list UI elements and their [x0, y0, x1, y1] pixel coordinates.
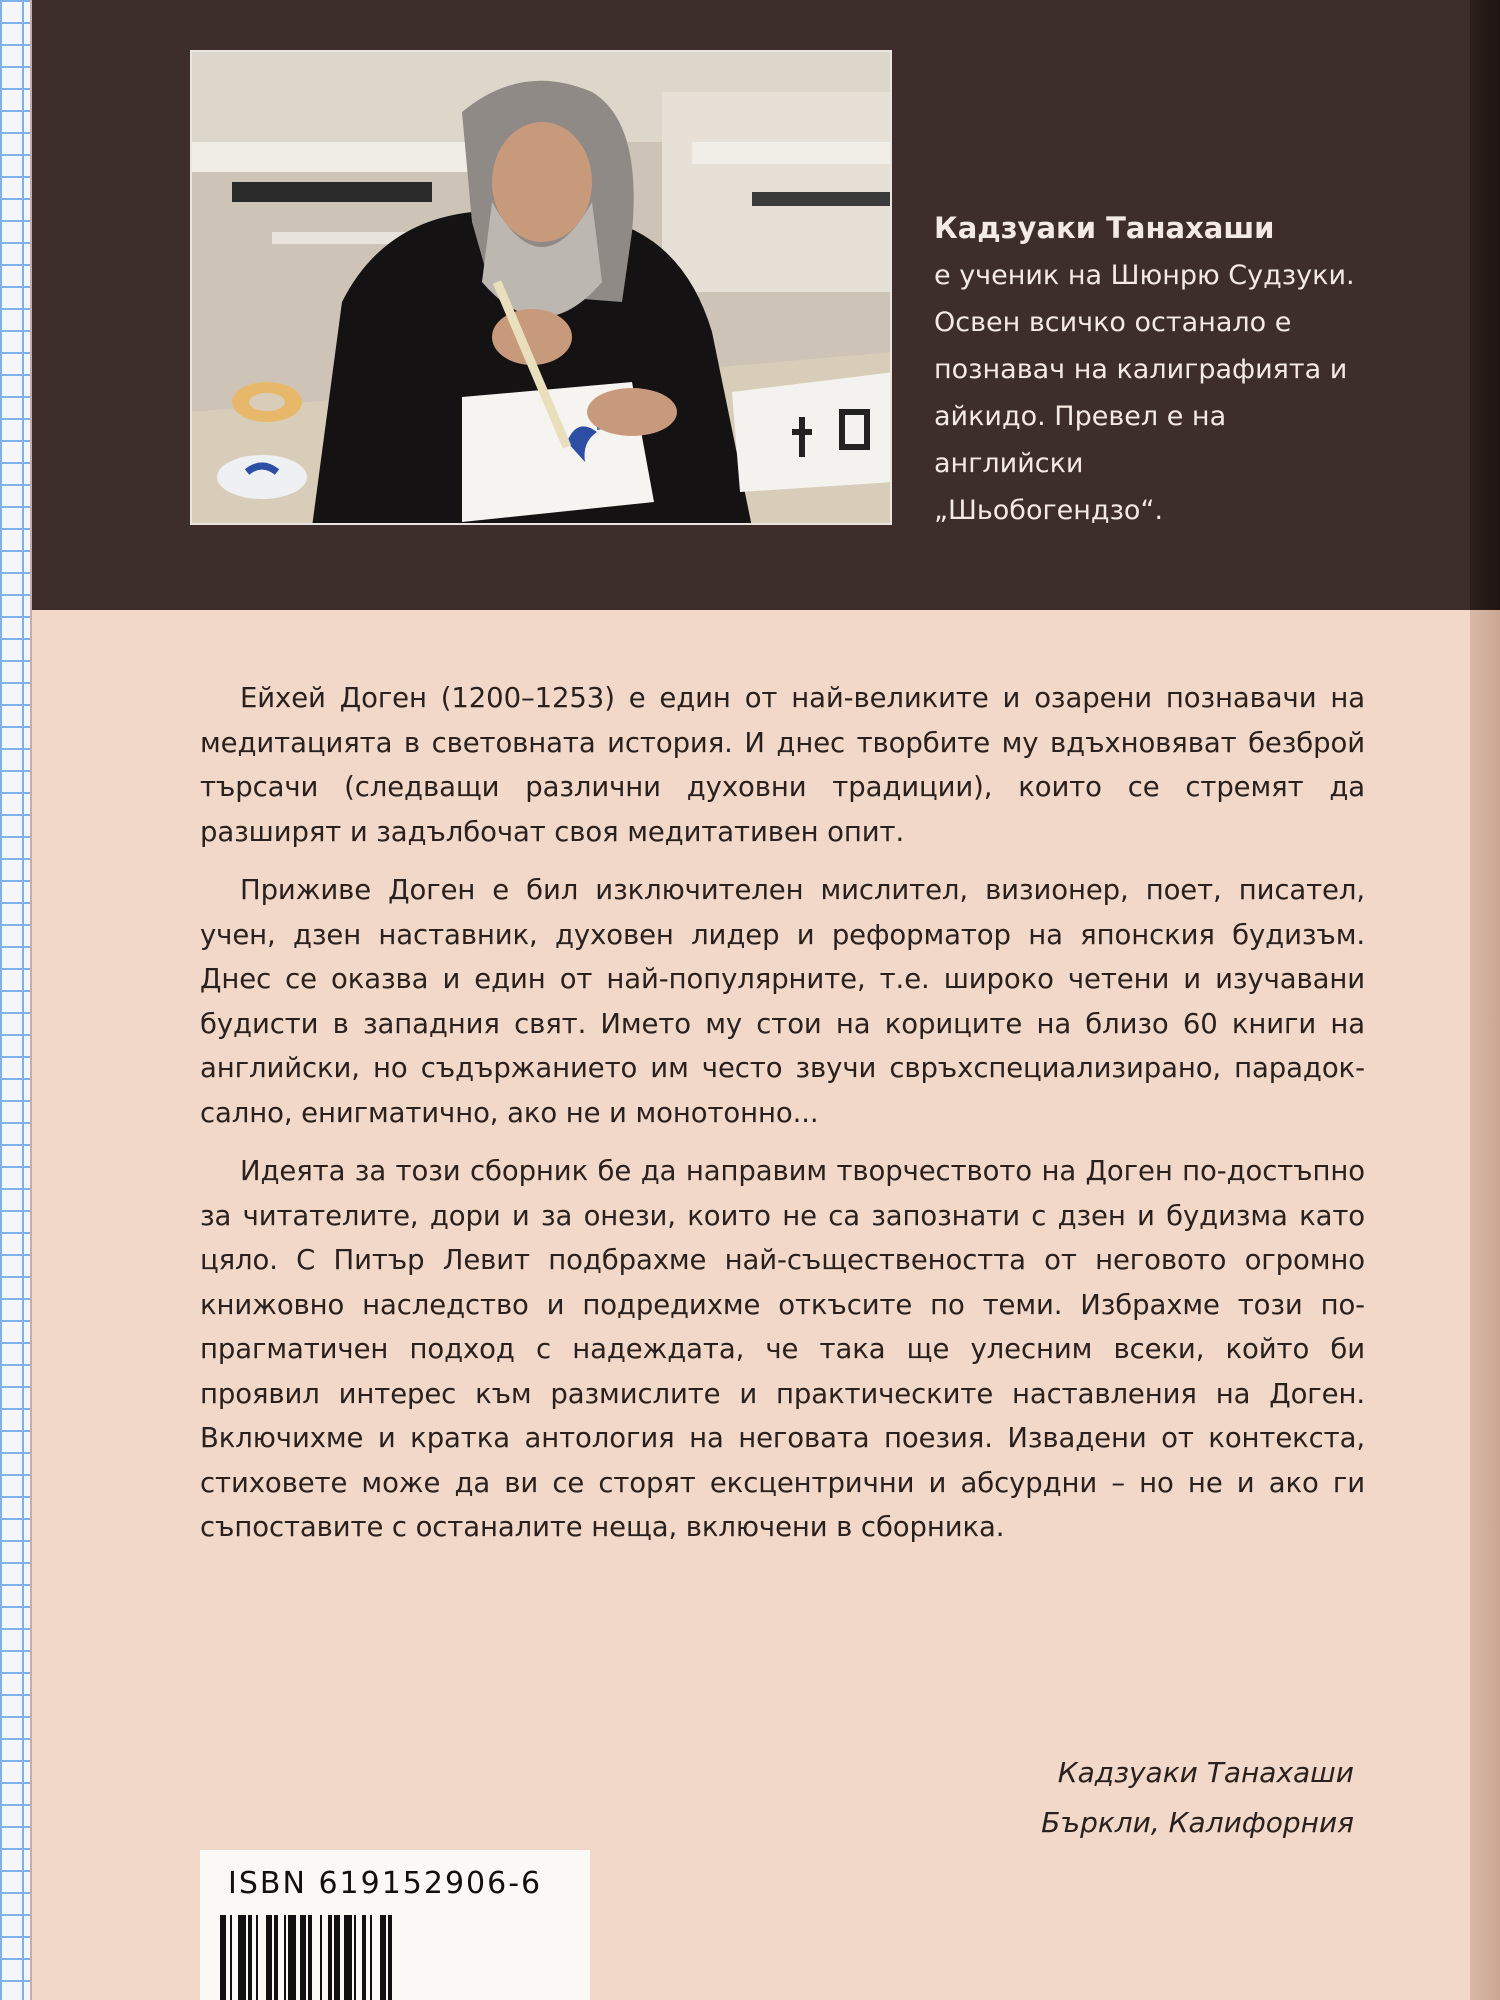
paragraph-purpose: Идеята за този сборник бе да направим творчеството на Доген по-достъпно за читателите, дори и за онези, които не са запознати с дзен и будизма като цяло. С Питър Левит подбрахме най-съществеността от неговото огромно книжовно наследство и подредихме откъсите по теми. Избрахме този по-прагматичен подход с надеждата, че така ще улесним всеки, който би проявил интерес към размислите и практическите наставления на Доген. Включихме и кратка антология на неговата поезия. Извадени от контекста, стиховете може да ви се сторят ексцентрични и абсурдни – но не и ако ги съпоставите с останалите неща, включени в сборника. — [200, 1155, 1365, 1543]
barcode-label — [200, 1850, 590, 2000]
barcode-gap — [392, 1915, 398, 2000]
bio-line: познавач на калиграфията и — [934, 354, 1348, 385]
bio-line: Освен всичко останало е — [934, 307, 1292, 338]
grid-paper-background — [0, 0, 30, 2000]
barcode-gap — [312, 1915, 320, 2000]
paragraph-intro: Ейхей Доген (1200–1253) е един от най-великите и озарени познавачи на медитацията в световната история. И днес творбите му вдъхновяват безброй търсачи (следващи различни духовни традиции), които се стремят да разширят и задълбочат своя медитативен опит. — [200, 682, 1365, 848]
barcode-gap — [372, 1915, 380, 2000]
barcode-icon — [220, 1915, 570, 2000]
book-back-cover — [30, 0, 1500, 2000]
author-bio — [934, 205, 1374, 534]
signature-place: Бъркли, Калифорния — [1041, 1806, 1354, 1839]
bio-line: айкидо. Превел е на английски — [934, 401, 1227, 479]
cover-edge-light — [1470, 610, 1500, 2000]
barcode-bar — [344, 1915, 352, 2000]
isbn-number: ISBN 619152906-6 — [228, 1866, 543, 1901]
barcode-bar — [288, 1915, 296, 2000]
bio-line: „Шьобогендзо“. — [934, 495, 1164, 526]
bio-line: е ученик на Шюнрю Судзуки. — [934, 260, 1355, 291]
bio-author-name: Кадзуаки Танахаши — [934, 211, 1275, 245]
barcode-gap — [258, 1915, 266, 2000]
signature-author: Кадзуаки Танахаши — [1057, 1756, 1354, 1789]
paragraph-biography: Приживе Доген е бил изключителен мислител, визионер, поет, писател, учен, дзен наставник, духовен лидер и реформатор на японския будизъм. Днес се оказва и един от най-популярните, т.е. широко четени и изучавани будисти в западния свят. Името му стои на кориците на близо 60 книги на английски, но съдържанието им често звучи свръхспециализирано, парадоксално, енигматично, ако не и монотонно... — [200, 874, 1365, 1129]
book-description — [200, 676, 1365, 1564]
barcode-bar — [238, 1915, 246, 2000]
signature — [1041, 1748, 1354, 1848]
calligrapher-illustration — [192, 52, 892, 525]
author-photo — [190, 50, 892, 525]
